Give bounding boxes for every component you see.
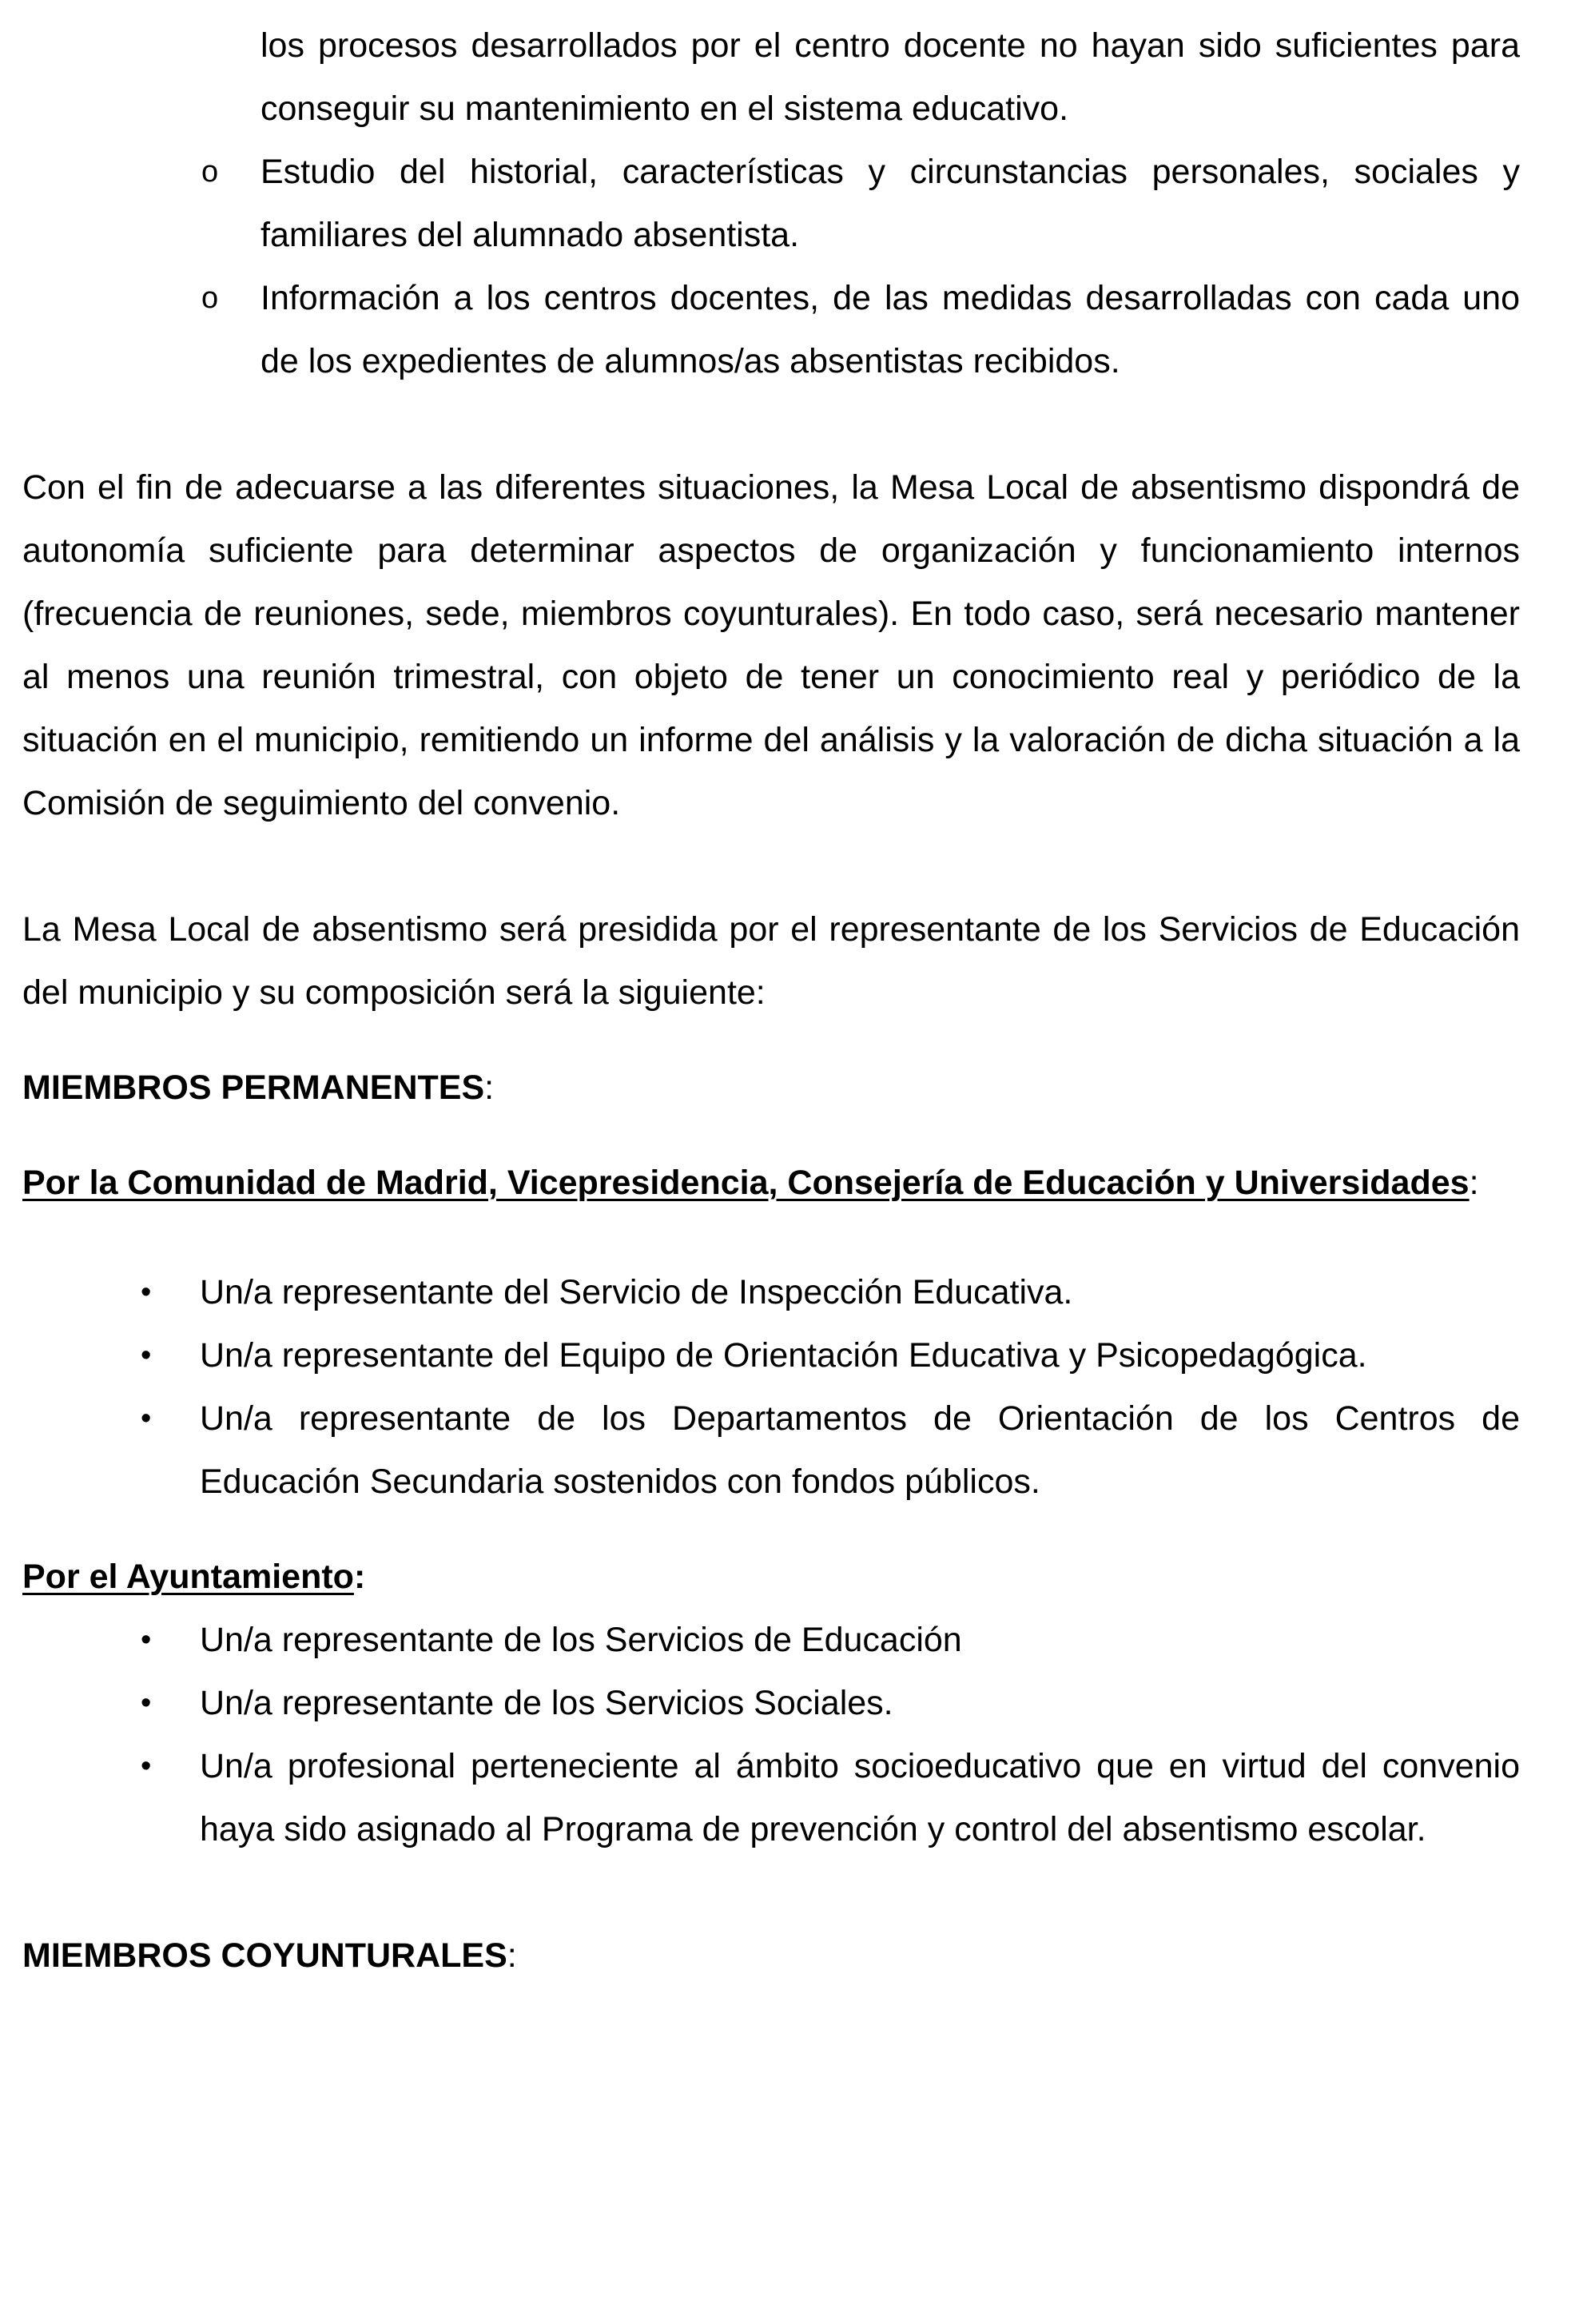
list-item xyxy=(22,1672,1520,1735)
bullet-icon: • xyxy=(141,1275,152,1309)
list-item xyxy=(22,14,1520,141)
document-page xyxy=(22,14,1520,1988)
list-item xyxy=(22,1324,1520,1387)
list-item-text: Información a los centros docentes, de las medidas desarrolladas con cada uno de los expedientes de alumnos/as absentistas recibidos. xyxy=(261,279,1520,380)
comunidad-heading-text: Por la Comunidad de Madrid, Vicepresidencia, Consejería de Educación y Universidades xyxy=(22,1164,1470,1202)
circle-bullet-icon: o xyxy=(201,281,219,315)
bullet-icon: • xyxy=(141,1749,152,1783)
list-item xyxy=(22,1609,1520,1672)
measures-list xyxy=(22,14,1520,393)
ayuntamiento-heading xyxy=(22,1546,1520,1609)
heading-colon: : xyxy=(484,1068,495,1107)
comunidad-heading xyxy=(22,1152,1520,1215)
ayuntamiento-members-list xyxy=(22,1609,1520,1861)
list-item-text: Estudio del historial, características y circunstancias personales, sociales y familiares del alumnado absentista. xyxy=(261,153,1520,254)
bullet-icon: • xyxy=(141,1623,152,1657)
list-item-text: Un/a representante de los Departamentos de Orientación de los Centros de Educación Secundaria sostenidos con fondos públicos. xyxy=(200,1399,1520,1501)
comunidad-members-list xyxy=(22,1261,1520,1514)
paragraph-autonomy: Con el fin de adecuarse a las diferentes situaciones, la Mesa Local de absentismo dispondrá de autonomía suficiente para determinar aspectos de organización y funcionamiento internos (frecuencia de reuniones, sede, miembros coyunturales). En todo caso, será necesario mantener al menos una reunión trimestral, con objeto de tener un conocimiento real y periódico de la situación en el municipio, remitiendo un informe del análisis y la valoración de dicha situación a la Comisión de seguimiento del convenio. xyxy=(22,468,1520,822)
permanent-members-title: MIEMBROS PERMANENTES xyxy=(22,1068,485,1107)
permanent-members-heading xyxy=(22,1057,1520,1120)
list-item-text: los procesos desarrollados por el centro docente no hayan sido suficientes para conseguir su mantenimiento en el sistema educativo. xyxy=(261,26,1520,128)
bullet-icon: • xyxy=(141,1339,152,1372)
circle-bullet-icon: o xyxy=(201,155,219,189)
list-item xyxy=(22,1261,1520,1324)
list-item-text: Un/a profesional perteneciente al ámbito socioeducativo que en virtud del convenio haya sido asignado al Programa de prevención y control del absentismo escolar. xyxy=(200,1747,1520,1848)
list-item xyxy=(22,1735,1520,1861)
list-item-text: Un/a representante de los Servicios Sociales. xyxy=(200,1684,893,1722)
ayuntamiento-heading-text: Por el Ayuntamiento xyxy=(22,1558,354,1596)
list-item-text: Un/a representante de los Servicios de Educación xyxy=(200,1621,962,1659)
list-item xyxy=(22,267,1520,393)
bullet-icon: • xyxy=(141,1686,152,1720)
list-item-text: Un/a representante del Servicio de Inspección Educativa. xyxy=(200,1273,1073,1311)
list-item-text: Un/a representante del Equipo de Orientación Educativa y Psicopedagógica. xyxy=(200,1336,1367,1375)
coyuntural-members-title: MIEMBROS COYUNTURALES xyxy=(22,1936,507,1975)
paragraph-composition: La Mesa Local de absentismo será presidida por el representante de los Servicios de Educación del municipio y su composición será la siguiente: xyxy=(22,910,1520,1012)
coyuntural-members-heading xyxy=(22,1924,1520,1988)
heading-colon: : xyxy=(1469,1164,1479,1202)
heading-colon: : xyxy=(507,1936,517,1975)
list-item xyxy=(22,141,1520,267)
heading-colon: : xyxy=(353,1558,366,1596)
bullet-icon: • xyxy=(141,1402,152,1435)
list-item xyxy=(22,1387,1520,1514)
